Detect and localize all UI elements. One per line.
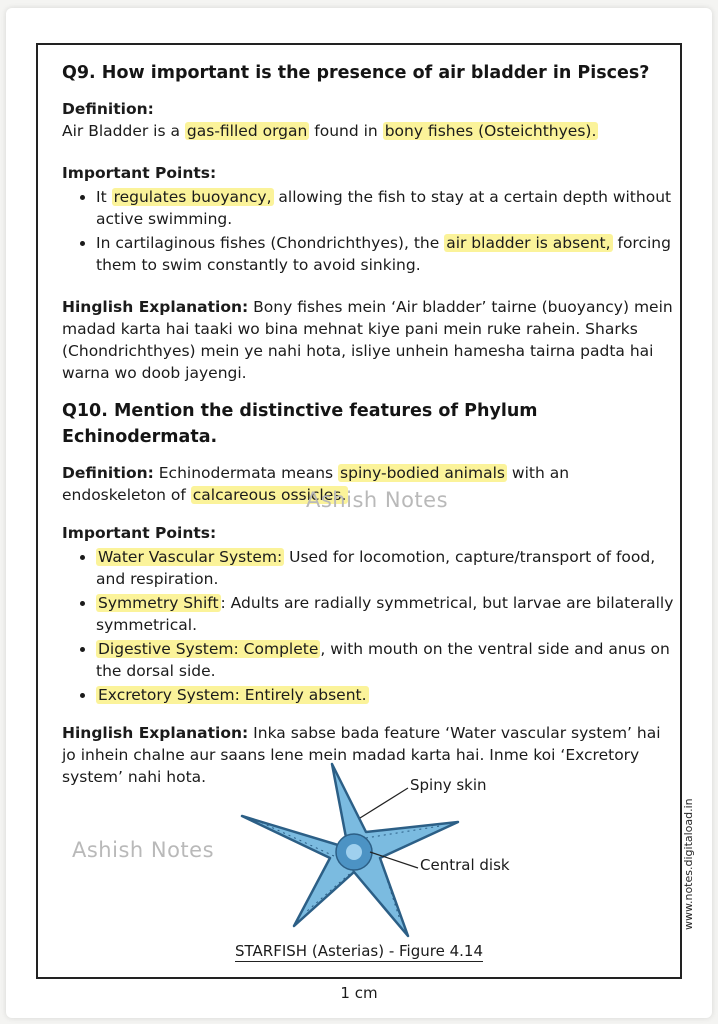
q10-def-text-2: with an endoskeleton of <box>62 464 570 504</box>
q9-definition <box>62 98 677 142</box>
q10-hinglish-label: Hinglish Explanation: <box>62 724 249 742</box>
q9-hinglish <box>62 296 677 384</box>
q10-point-3 <box>96 638 677 682</box>
q10-p3-highlight: Digestive System: Complete <box>98 640 319 658</box>
q9-point-2 <box>96 232 677 276</box>
q9-question: Q9. How important is the presence of air bladder in Pisces? <box>62 63 650 83</box>
q9-p1-post: allowing the fish to stay at a certain depth without active swimming. <box>96 188 672 228</box>
q10-p3-post: , with mouth on the ventral side and anus on the dorsal side. <box>96 640 670 680</box>
label-spiny-skin: Spiny skin <box>410 776 487 794</box>
q10-definition-label: Definition: <box>62 464 154 482</box>
q9-points <box>62 162 677 276</box>
q9-hinglish-text: Bony fishes mein ‘Air bladder’ tairne (buoyancy) mein madad karta hai taaki wo bina mehnat kiye pani mein ruke rahein. Sharks (Chondrichthyes) mein ye nahi hota, isliye unhein hamesha tairna padta hai warna wo doob jayengi. <box>62 298 673 382</box>
label-central-disk: Central disk <box>420 856 510 874</box>
q9-def-text-2: found in <box>309 122 383 140</box>
q9-points-label: Important Points: <box>62 164 217 182</box>
q10-point-4 <box>96 684 677 706</box>
q9-point-1 <box>96 186 677 230</box>
q9-def-text-1: Air Bladder is a <box>62 122 185 140</box>
q10-point-1 <box>96 546 677 590</box>
q10-points <box>62 522 677 706</box>
notes-content <box>62 60 677 802</box>
q10-hinglish-text: Inka sabse bada feature ‘Water vascular system’ hai jo inhein chalne aur saans lene mein madad karta hai. Inme koi ‘Excretory system’ nahi hota. <box>62 724 661 786</box>
watermark-bottom: Ashish Notes <box>72 838 215 862</box>
q10-point-2 <box>96 592 677 636</box>
q9-p1-pre: It <box>96 188 112 206</box>
q9-definition-label: Definition: <box>62 100 154 118</box>
watermark-top: Ashish Notes <box>306 488 449 512</box>
q10-p2-highlight: Symmetry Shift <box>98 594 219 612</box>
q9-p2-pre: In cartilaginous fishes (Chondrichthyes), the <box>96 234 445 252</box>
q10-p2-post: : Adults are radially symmetrical, but larvae are bilaterally symmetrical. <box>96 594 674 634</box>
q9-p2-post: forcing them to swim constantly to avoid sinking. <box>96 234 671 274</box>
q10-def-highlight-1: spiny-bodied animals <box>340 464 505 482</box>
side-url: www.notes.digitaload.in <box>682 798 695 930</box>
page-footer: 1 cm <box>340 984 378 1002</box>
q9-hinglish-label: Hinglish Explanation: <box>62 298 249 316</box>
q10-p1-highlight: Water Vascular System: <box>98 548 283 566</box>
q9-p2-highlight: air bladder is absent, <box>446 234 611 252</box>
q10-p4-highlight: Excretory System: Entirely absent. <box>98 686 367 704</box>
q10-def-highlight-2: calcareous ossicles. <box>192 486 347 504</box>
q10-question: Q10. Mention the distinctive features of Phylum Echinodermata. <box>62 401 538 447</box>
q9-def-highlight-2: bony fishes (Osteichthyes). <box>384 122 597 140</box>
q10-def-text-1: Echinodermata means <box>153 464 339 482</box>
q9-p1-highlight: regulates buoyancy, <box>113 188 272 206</box>
q10-points-label: Important Points: <box>62 524 217 542</box>
q9-def-highlight-1: gas-filled organ <box>186 122 308 140</box>
figure-caption <box>0 942 718 960</box>
figure-caption-text: STARFISH (Asterias) - Figure 4.14 <box>235 942 483 960</box>
q10-p1-post: Used for locomotion, capture/transport of food, and respiration. <box>96 548 656 588</box>
